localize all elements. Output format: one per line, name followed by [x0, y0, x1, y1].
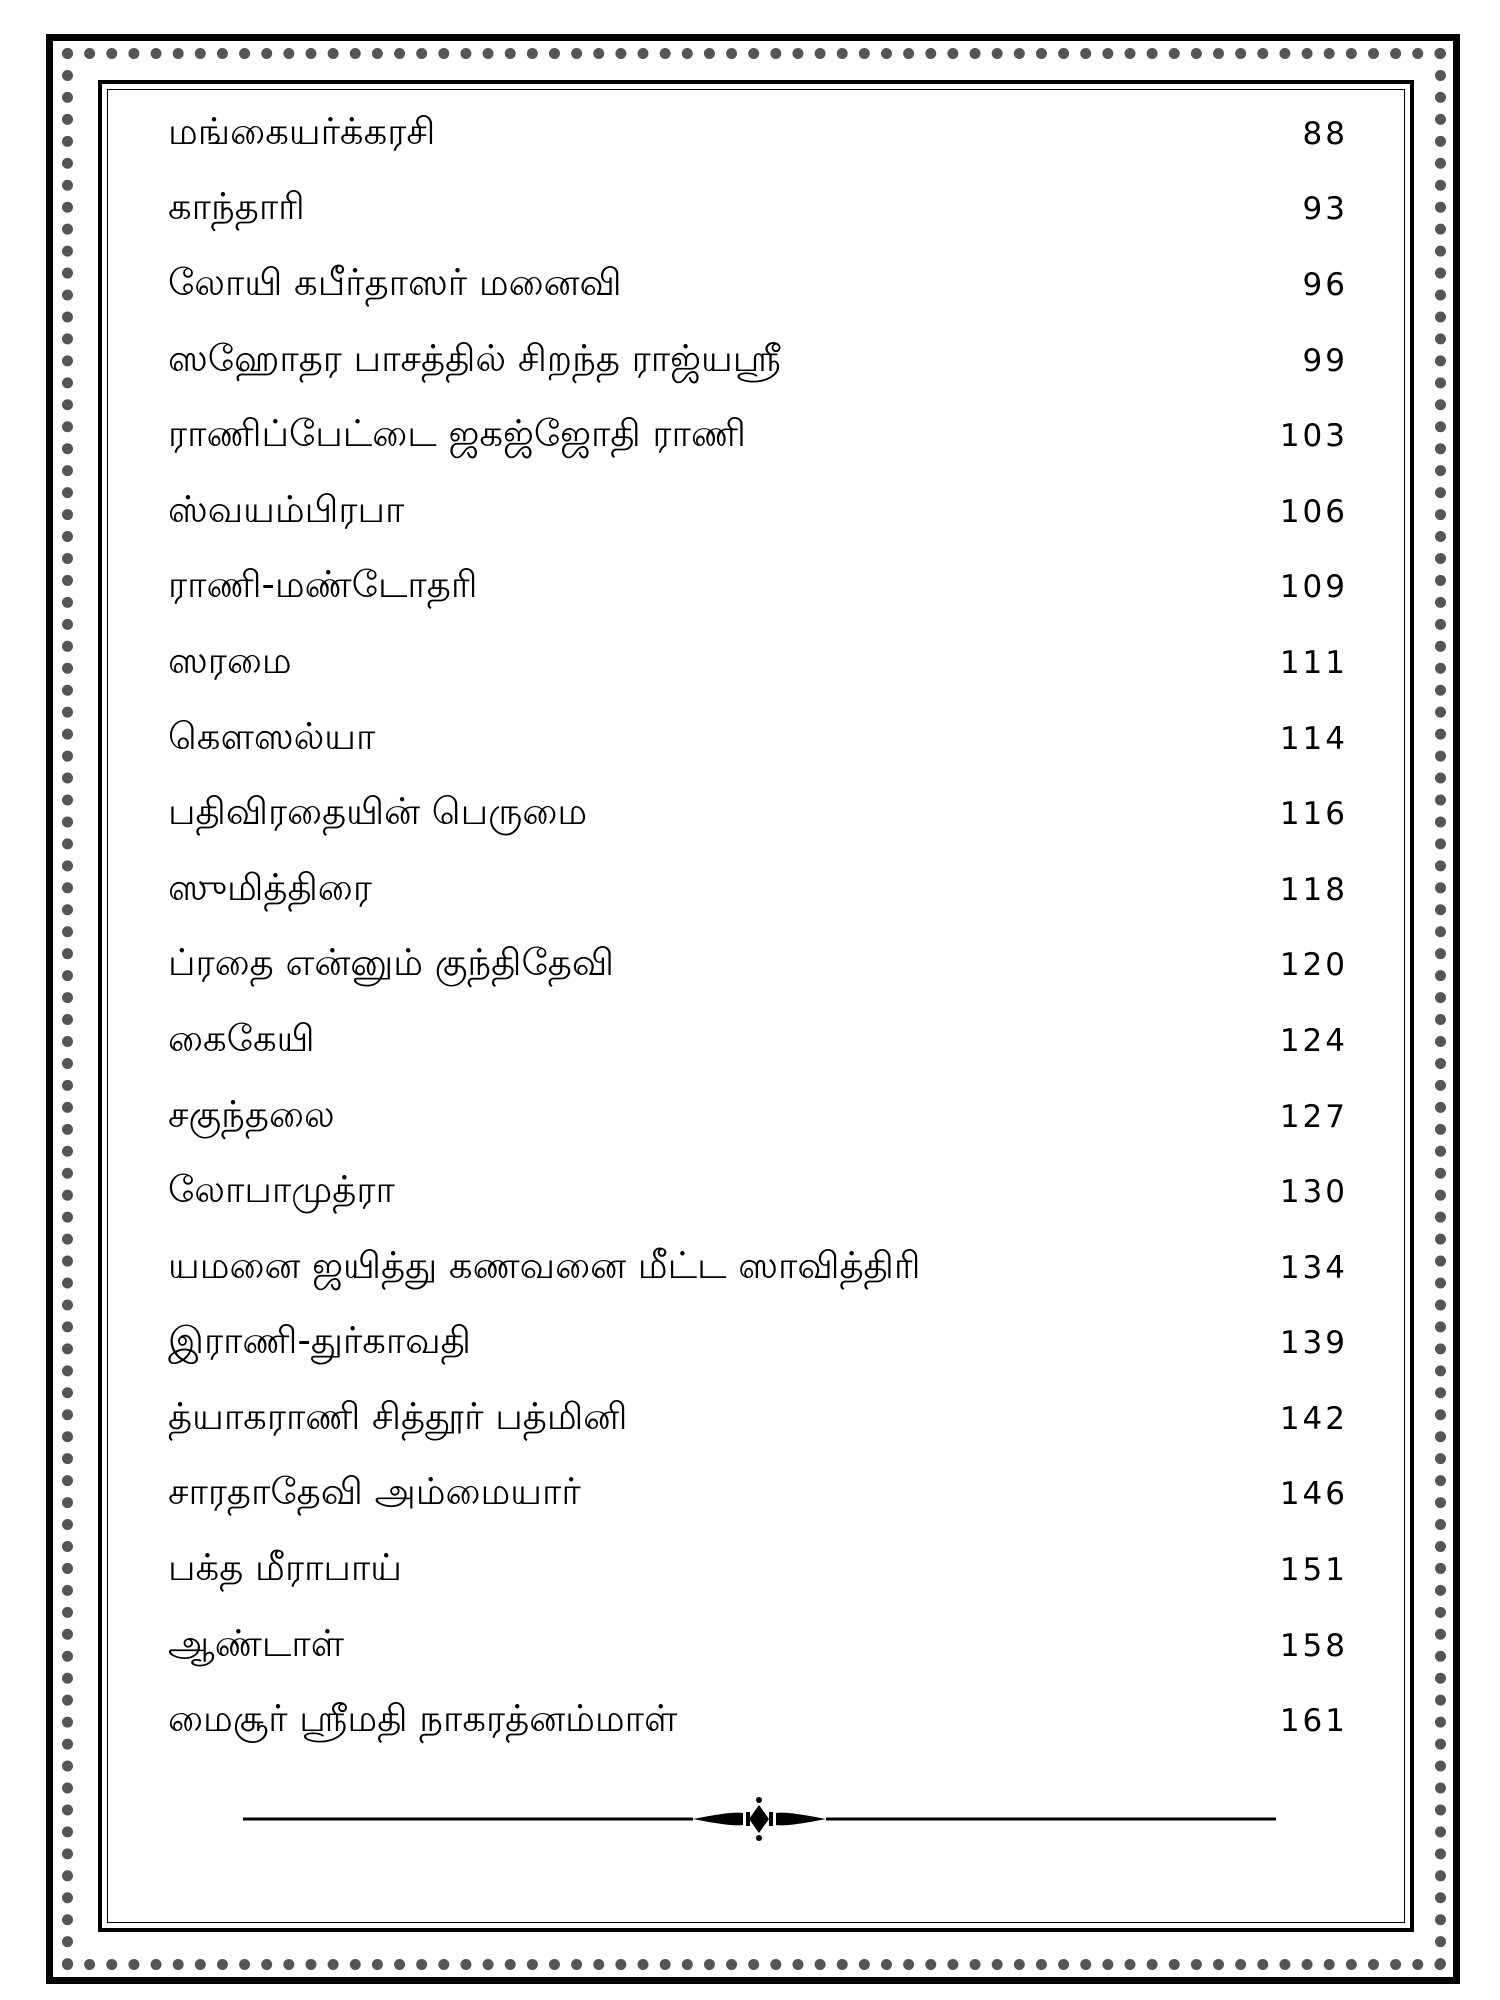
toc-entry-page: 151	[1279, 1552, 1348, 1589]
toc-entry	[168, 1230, 1348, 1306]
toc-entry-page: 146	[1279, 1476, 1348, 1513]
toc-entry	[168, 1457, 1348, 1533]
toc-entry	[168, 247, 1348, 323]
toc-entry-title: ஸரமை	[168, 638, 292, 682]
toc-entry-title: யமனை ஜயித்து கணவனை மீட்ட ஸாவித்திரி	[168, 1243, 921, 1287]
toc-entry-page: 134	[1279, 1249, 1348, 1286]
toc-entry-title: த்யாகராணி சித்தூர் பத்மினி	[168, 1394, 628, 1438]
toc-entry-page: 103	[1279, 418, 1348, 455]
toc-entry	[168, 1381, 1348, 1457]
toc-entry	[168, 1079, 1348, 1155]
toc-entry-title: ப்ரதை என்னும் குந்திதேவி	[168, 941, 614, 985]
toc-entry-title: லோபாமுத்ரா	[168, 1168, 395, 1212]
toc-entry-page: 127	[1279, 1098, 1348, 1135]
toc-entry-title: காந்தாரி	[168, 185, 305, 229]
toc-entry	[168, 474, 1348, 550]
toc-entry-page: 116	[1279, 796, 1348, 833]
toc-entry	[168, 323, 1348, 399]
toc-entry-title: சாரதாதேவி அம்மையார்	[168, 1470, 581, 1514]
toc-entry	[168, 96, 1348, 172]
toc-entry-title: மங்கையர்க்கரசி	[168, 109, 436, 153]
toc-entry	[168, 776, 1348, 852]
toc-entry	[168, 1154, 1348, 1230]
toc-entry	[168, 1532, 1348, 1608]
toc-entry-page: 142	[1279, 1400, 1348, 1437]
toc-entry-title: ஆண்டாள்	[168, 1621, 345, 1665]
toc-entry-title: சகுந்தலை	[168, 1092, 335, 1136]
toc-entry-title: பக்த மீராபாய்	[168, 1546, 402, 1590]
divider-ornament-icon	[243, 1797, 1276, 1841]
toc-entry	[168, 398, 1348, 474]
toc-entry-page: 118	[1279, 871, 1348, 908]
toc-entry-title: ராணிப்பேட்டை ஜகஜ்ஜோதி ராணி	[168, 412, 746, 456]
toc-entry	[168, 625, 1348, 701]
toc-entry	[168, 550, 1348, 626]
toc-entry-page: 139	[1279, 1325, 1348, 1362]
toc-entry-page: 88	[1302, 115, 1348, 152]
toc-entry-page: 109	[1279, 569, 1348, 606]
toc-entry-page: 96	[1302, 266, 1348, 303]
toc-entry-page: 99	[1302, 342, 1348, 379]
toc-entry-title: ராணி-மண்டோதரி	[168, 563, 478, 607]
toc-entry	[168, 1306, 1348, 1382]
toc-entry-title: ஸுமித்திரை	[168, 865, 372, 909]
toc-entry-title: ஸஹோதர பாசத்தில் சிறந்த ராஜ்யஸ்ரீ	[168, 336, 781, 380]
toc-entry	[168, 172, 1348, 248]
table-of-contents	[168, 96, 1348, 1759]
toc-entry-title: பதிவிரதையின் பெருமை	[168, 790, 588, 834]
toc-entry	[168, 701, 1348, 777]
toc-entry-page: 114	[1279, 720, 1348, 757]
toc-entry-page: 120	[1279, 947, 1348, 984]
toc-entry	[168, 1683, 1348, 1759]
toc-entry-page: 130	[1279, 1174, 1348, 1211]
toc-entry-page: 93	[1302, 191, 1348, 228]
toc-entry-title: கைகேயி	[168, 1016, 315, 1060]
toc-entry-page: 111	[1279, 644, 1348, 681]
toc-entry-page: 106	[1279, 493, 1348, 530]
toc-entry	[168, 852, 1348, 928]
toc-entry-page: 124	[1279, 1022, 1348, 1059]
toc-entry-page: 158	[1279, 1627, 1348, 1664]
toc-entry-title: லோயி கபீர்தாஸர் மனைவி	[168, 260, 622, 304]
toc-entry	[168, 1003, 1348, 1079]
toc-entry-page: 161	[1279, 1703, 1348, 1740]
toc-entry	[168, 928, 1348, 1004]
toc-entry-title: இராணி-துர்காவதி	[168, 1319, 471, 1363]
toc-entry-title: கௌஸல்யா	[168, 714, 376, 758]
toc-entry-title: ஸ்வயம்பிரபா	[168, 487, 405, 531]
toc-entry	[168, 1608, 1348, 1684]
toc-entry-title: மைசூர் ஸ்ரீமதி நாகரத்னம்மாள்	[168, 1697, 678, 1741]
